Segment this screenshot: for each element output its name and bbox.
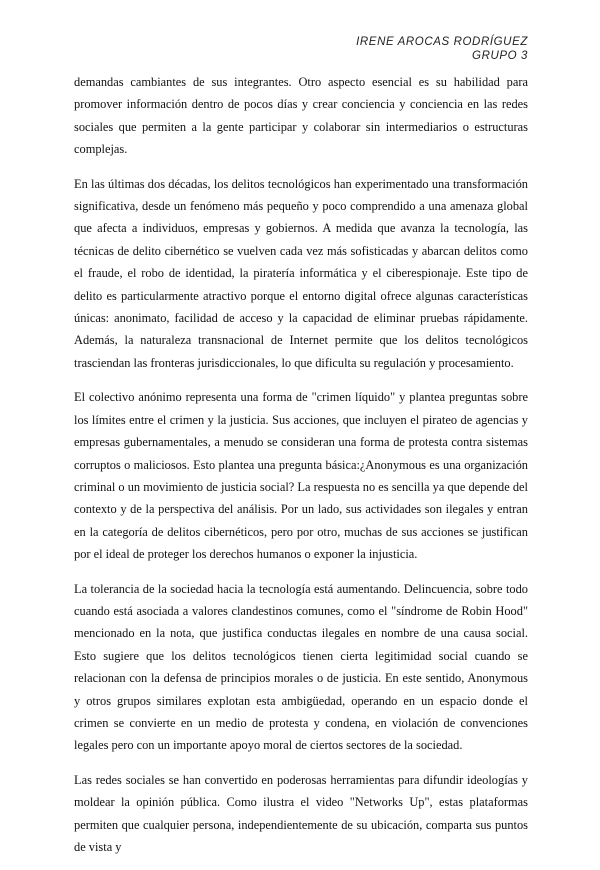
paragraph: El colectivo anónimo representa una forma de "crimen líquido" y plantea preguntas sobre los límites entre el crimen y la justicia. Sus acciones, que incluyen el pirateo de agencias y empresas gubernamentales, a menudo se consideran una forma de protesta contra sistemas corruptos o maliciosos. Esto plantea una pregunta básica:¿Anonymous es una organización criminal o un movimiento de justicia social? La respuesta no es sencilla ya que depende del contexto y de la perspectiva del análisis. Por un lado, sus actividades son ilegales y entran en la categoría de delitos cibernéticos, pero por otro, muchas de sus acciones se justifican por el ideal de proteger los derechos humanos o exponer la injusticia.	[74, 390, 528, 562]
page-header	[356, 35, 528, 63]
paragraph: demandas cambiantes de sus integrantes. Otro aspecto esencial es su habilidad para promover información dentro de pocos días y crear conciencia y conciencia en las redes sociales que permiten a la gente participar y colaborar sin intermediarios o estructuras complejas.	[74, 75, 528, 157]
paragraph: En las últimas dos décadas, los delitos tecnológicos han experimentado una transformación significativa, desde un fenómeno más pequeño y poco comprendido a una amenaza global que afecta a individuos, empresas y gobiernos. A medida que avanza la tecnología, las técnicas de delito cibernético se vuelven cada vez más sofisticadas y abarcan delitos como el fraude, el robo de identidad, la piratería informática y el ciberespionaje. Este tipo de delito es particularmente atractivo porque el entorno digital ofrece algunas características únicas: anonimato, facilidad de acceso y la capacidad de eliminar pruebas rápidamente. Además, la naturaleza transnacional de Internet permite que los delitos tecnológicos trasciendan las fronteras jurisdiccionales, lo que dificulta su regulación y procesamiento.	[74, 176, 528, 370]
header-author: IRENE AROCAS RODRÍGUEZ	[356, 36, 528, 48]
header-group: GRUPO 3	[472, 50, 528, 62]
paragraph: La tolerancia de la sociedad hacia la tecnología está aumentando. Delincuencia, sobre todo cuando está asociada a valores clandestinos comunes, como el "síndrome de Robin Hood" mencionado en la nota, que justifica conductas ilegales en nombre de una causa social. Esto sugiere que los delitos tecnológicos tienen cierta legitimidad social cuando se relacionan con la defensa de principios morales o de justicia. En este sentido, Anonymous y otros grupos similares explotan esta ambigüedad, operando en un espacio donde el crimen se convierte en un medio de protesta y condena, en violación de convenciones legales pero con un importante apoyo moral de ciertos sectores de la sociedad.	[74, 581, 528, 753]
body-text	[74, 71, 528, 870]
paragraph: Las redes sociales se han convertido en poderosas herramientas para difundir ideologías y moldear la opinión pública. Como ilustra el video "Networks Up", estas plataformas permiten que cualquier persona, independientemente de su ubicación, comparta sus puntos de vista y	[74, 772, 528, 854]
